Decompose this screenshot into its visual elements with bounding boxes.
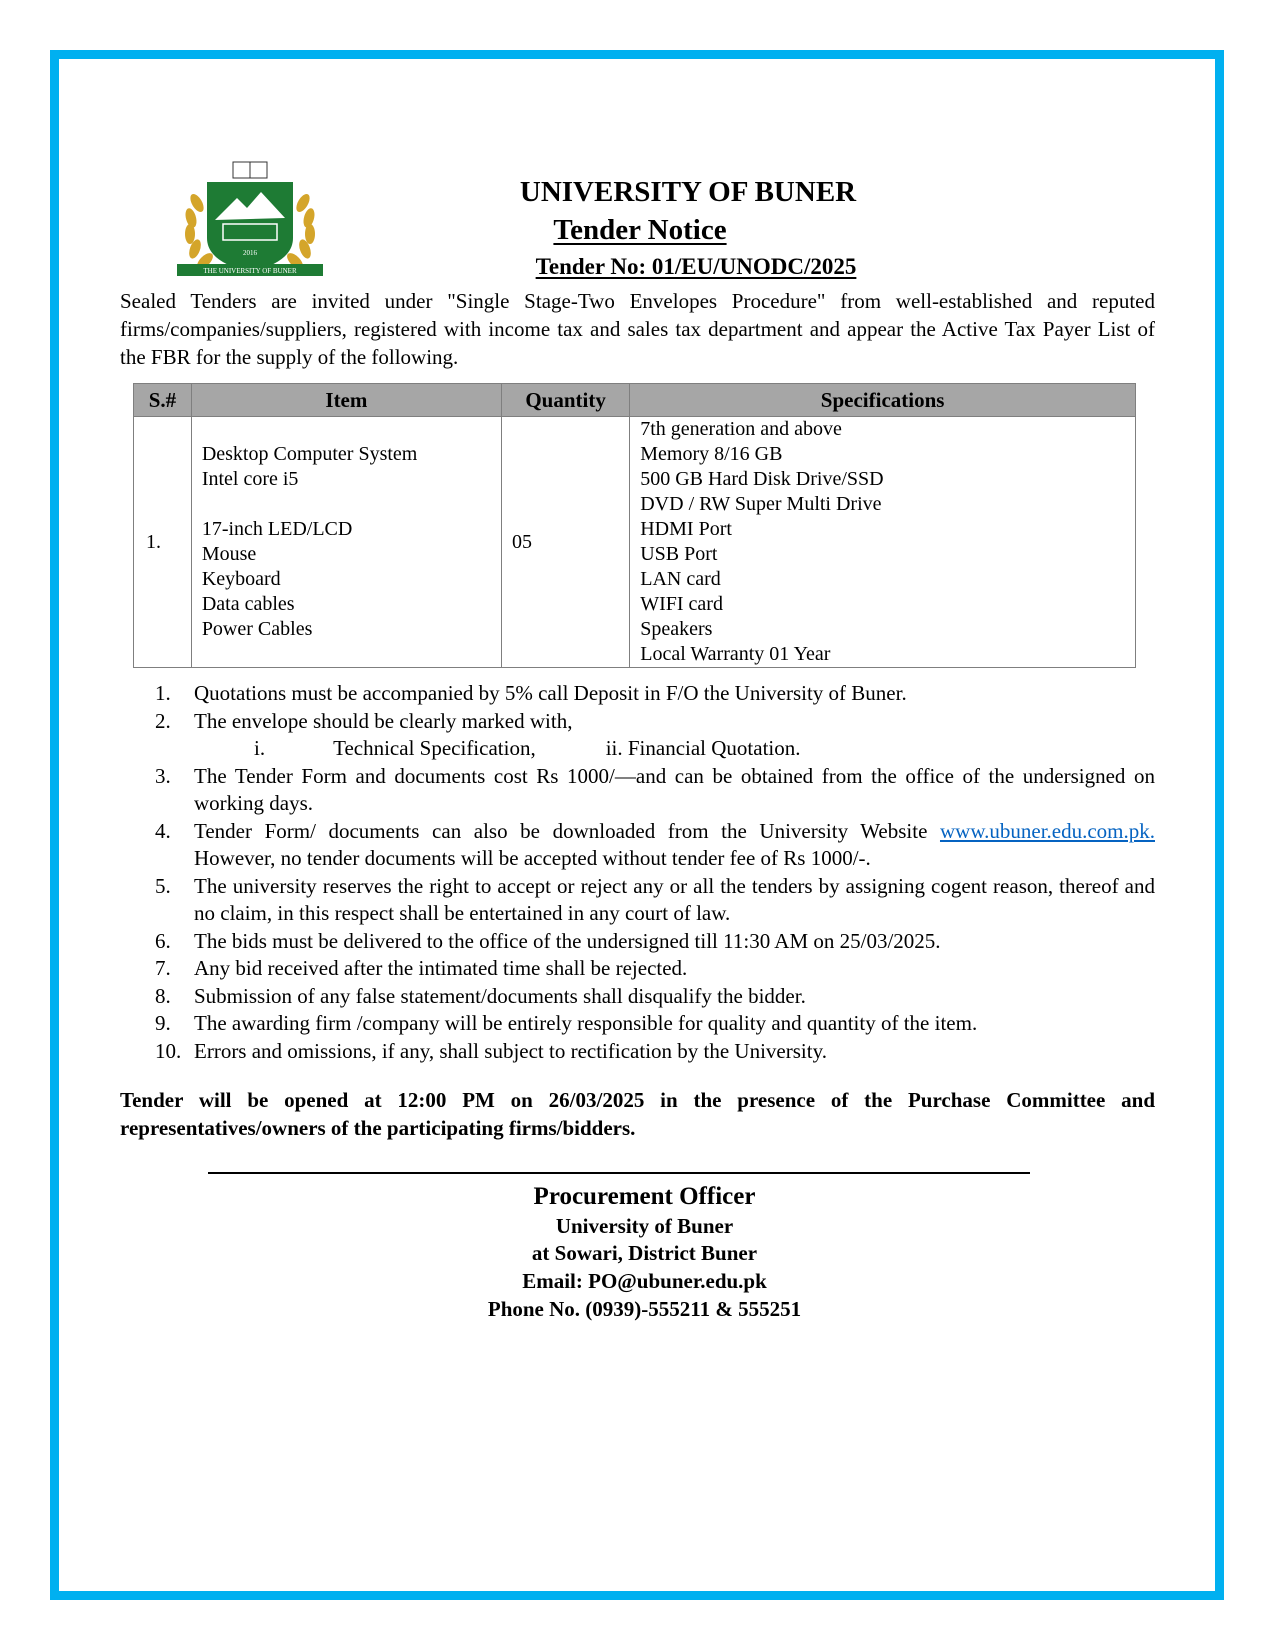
tender-number: Tender No: 01/EU/UNODC/2025 [535, 254, 857, 279]
term-item: 2. The envelope should be clearly marked with, i. Technical Specification, ii. Financial Quotation. [120, 708, 1155, 763]
items-table [133, 383, 1136, 668]
column-header-quantity: Quantity [501, 384, 629, 417]
column-header-specifications: Specifications [630, 384, 1136, 417]
serial-cell: 1. [134, 417, 192, 668]
envelope-markings: i. Technical Specification, ii. Financial Quotation. [254, 736, 801, 760]
svg-text:2016: 2016 [243, 249, 257, 257]
specifications-cell: 7th generation and above Memory 8/16 GB 500 GB Hard Disk Drive/SSD DVD / RW Super Multi Drive HDMI Port USB Port LAN card WIFI card Speakers Local Warranty 01 Year [630, 417, 1136, 668]
column-header-item: Item [191, 384, 501, 417]
intro-paragraph: Sealed Tenders are invited under "Single Stage-Two Envelopes Procedure" from well-established and reputed firms/companies/suppliers, registered with income tax and sales tax department and appear the Active Tax Payer List of the FBR for the supply of the following. [120, 289, 1155, 369]
university-name: UNIVERSITY OF BUNER [519, 176, 857, 208]
signature-divider [208, 1172, 1030, 1174]
signatory-address: at Sowari, District Buner [531, 1241, 758, 1265]
signatory-designation: Procurement Officer [533, 1183, 756, 1210]
signatory-organization: University of Buner [555, 1214, 734, 1238]
table-row [134, 417, 1136, 668]
terms-list [120, 680, 1155, 1065]
term-item: 7. Any bid received after the intimated time shall be rejected. [155, 956, 688, 980]
term-item: 10. Errors and omissions, if any, shall subject to rectification by the University. [155, 1038, 827, 1063]
tender-opening-notice: Tender will be opened at 12:00 PM on 26/03/2025 in the presence of the Purchase Committee and representatives/owners of the participating firms/bidders. [120, 1088, 1155, 1140]
svg-text:THE UNIVERSITY OF BUNER: THE UNIVERSITY OF BUNER [203, 267, 297, 275]
table-header-row [134, 384, 1136, 417]
term-item: 8. Submission of any false statement/documents shall disqualify the bidder. [155, 983, 806, 1008]
term-item: 9. The awarding firm /company will be entirely responsible for quality and quantity of the item. [155, 1011, 978, 1035]
contact-phone: Phone No. (0939)-555211 & 555251 [487, 1297, 802, 1321]
term-item: 4. Tender Form/ documents can also be downloaded from the University Website www.ubuner.edu.com.pk. However, no tender documents will be accepted without tender fee of Rs 1000/-. [155, 818, 1155, 870]
term-item: 1. Quotations must be accompanied by 5% call Deposit in F/O the University of Buner. [155, 681, 907, 705]
term-item: 6. The bids must be delivered to the office of the undersigned till 11:30 AM on 25/03/2025. [155, 928, 941, 953]
quantity-cell: 05 [501, 417, 629, 668]
document-title: Tender Notice [553, 214, 727, 246]
university-website-link[interactable]: www.ubuner.edu.com.pk. [939, 818, 1155, 843]
term-item: 5. The university reserves the right to accept or reject any or all the tenders by assigning cogent reason, thereof and no claim, in this respect shall be entertained in any court of law. [155, 873, 1155, 925]
term-item: 3. The Tender Form and documents cost Rs 1000/—and can be obtained from the office of the undersigned on working days. [155, 763, 1155, 815]
column-header-serial: S.# [134, 384, 192, 417]
item-cell: Desktop Computer System Intel core i5 17-inch LED/LCD Mouse Keyboard Data cables Power Cables [191, 417, 501, 668]
contact-email: Email: PO@ubuner.edu.pk [522, 1269, 767, 1293]
